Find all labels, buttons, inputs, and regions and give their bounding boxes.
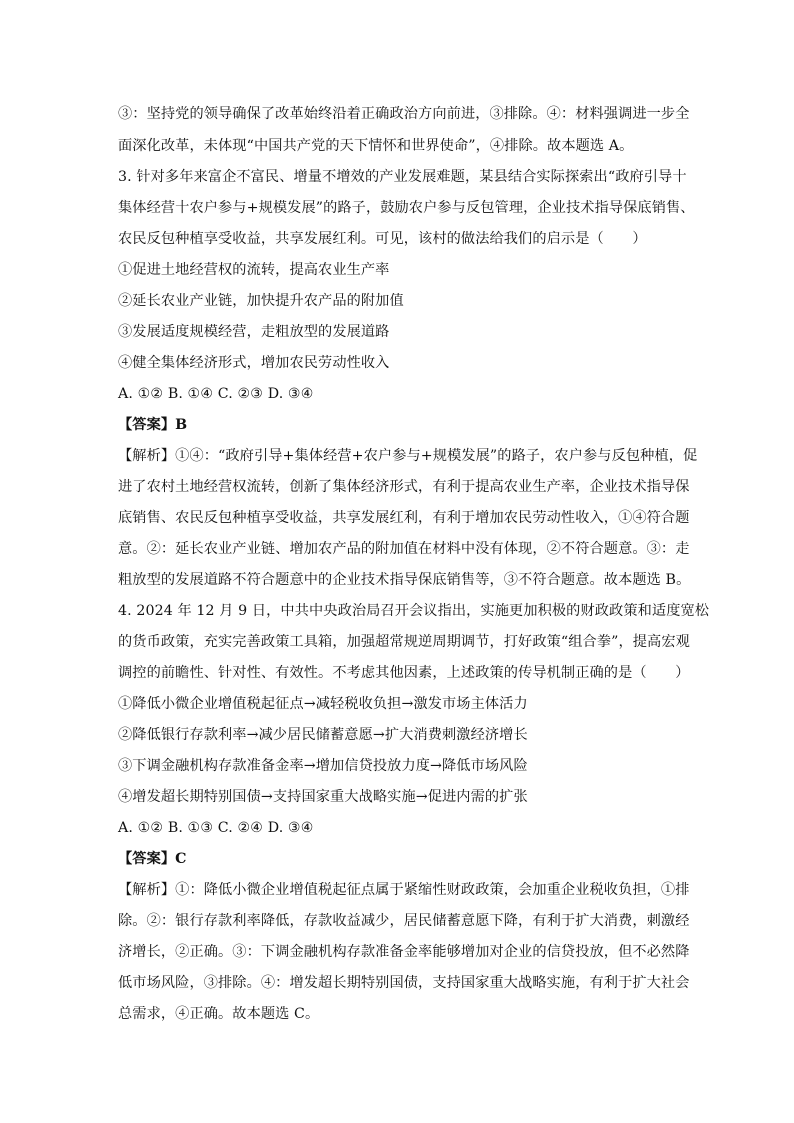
question-4-analysis-line-1: 【解析】①：降低小微企业增值税起征点属于紧缩性财政政策，会加重企业税收负担，①排 — [118, 882, 690, 898]
question-4-line-3: 调控的前瞻性、针对性、有效性。不考虑其他因素，上述政策的传导机制正确的是（ ） — [118, 665, 690, 681]
question-4-analysis-line-2: 除。②：银行存款利率降低，存款收益减少，居民储蓄意愿下降，有利于扩大消费，刺激经 — [118, 913, 690, 929]
question-3-answer: 【答案】B — [118, 417, 188, 433]
question-3-analysis-line-1: 【解析】①④：“政府引导+集体经营+农户参与+规模发展”的路子，农户参与反包种植，促 — [118, 448, 698, 464]
question-3-option-4: ④健全集体经济形式，增加农民劳动性收入 — [118, 355, 390, 371]
question-3-analysis-line-5: 粗放型的发展道路不符合题意中的企业技术指导保底销售等，③不符合题意。故本题选 B。 — [118, 572, 691, 588]
question-3-analysis-line-4: 意。②：延长农业产业链、增加农产品的附加值在材料中没有体现，②不符合题意。③：走 — [118, 541, 690, 557]
question-4-choices: A. ①② B. ①③ C. ②④ D. ③④ — [118, 820, 314, 836]
text-line-1: ③：坚持党的领导确保了改革始终沿着正确政治方向前进，③排除。④：材料强调进一步全 — [118, 106, 690, 122]
question-3-line-3: 农民反包种植享受收益，共享发展红利。可见，该村的做法给我们的启示是（ ） — [118, 231, 647, 247]
question-3-analysis-line-2: 进了农村土地经营权流转，创新了集体经济形式，有利于提高农业生产率，企业技术指导保 — [118, 479, 690, 495]
question-3-option-3: ③发展适度规模经营，走粗放型的发展道路 — [118, 324, 390, 340]
question-4-option-4: ④增发超长期特别国债→支持国家重大战略实施→促进内需的扩张 — [118, 789, 528, 805]
question-4-option-3: ③下调金融机构存款准备金率→增加信贷投放力度→降低市场风险 — [118, 758, 528, 774]
question-3-choices: A. ①② B. ①④ C. ②③ D. ③④ — [118, 386, 314, 402]
question-3-line-2: 集体经营十农户参与+规模发展”的路子，鼓励农户参与反包管理，企业技术指导保底销售、 — [118, 200, 695, 216]
question-3-analysis-line-3: 底销售、农民反包种植享受收益，共享发展红利，有利于增加农民劳动性收入，①④符合题 — [118, 510, 690, 526]
text-line-2: 面深化改革，未体现“中国共产党的天下情怀和世界使命”，④排除。故本题选 A。 — [118, 138, 634, 154]
question-4-line-2: 的货币政策，充实完善政策工具箱，加强超常规逆周期调节，打好政策“组合拳”，提高宏观 — [118, 634, 690, 650]
question-4-line-1: 4. 2024 年 12 月 9 日，中共中央政治局召开会议指出，实施更加积极的财政政策和适度宽松 — [118, 603, 710, 619]
question-4-option-1: ①降低小微企业增值税起征点→减轻税收负担→激发市场主体活力 — [118, 696, 528, 712]
question-4-option-2: ②降低银行存款利率→减少居民储蓄意愿→扩大消费刺激经济增长 — [118, 727, 528, 743]
question-3-line-1: 3. 针对多年来富企不富民、增量不增效的产业发展难题，某县结合实际探索出“政府引导十 — [118, 169, 687, 185]
question-3-option-2: ②延长农业产业链，加快提升农产品的附加值 — [118, 293, 404, 309]
question-3-option-1: ①促进土地经营权的流转，提高农业生产率 — [118, 262, 390, 278]
question-4-answer: 【答案】C — [118, 851, 187, 867]
question-4-analysis-line-4: 低市场风险，③排除。④：增发超长期特别国债，支持国家重大战略实施，有利于扩大社会 — [118, 975, 690, 991]
question-4-analysis-line-3: 济增长，②正确。③：下调金融机构存款准备金率能够增加对企业的信贷投放，但不必然降 — [118, 944, 690, 960]
question-4-analysis-line-5: 总需求，④正确。故本题选 C。 — [118, 1006, 320, 1022]
